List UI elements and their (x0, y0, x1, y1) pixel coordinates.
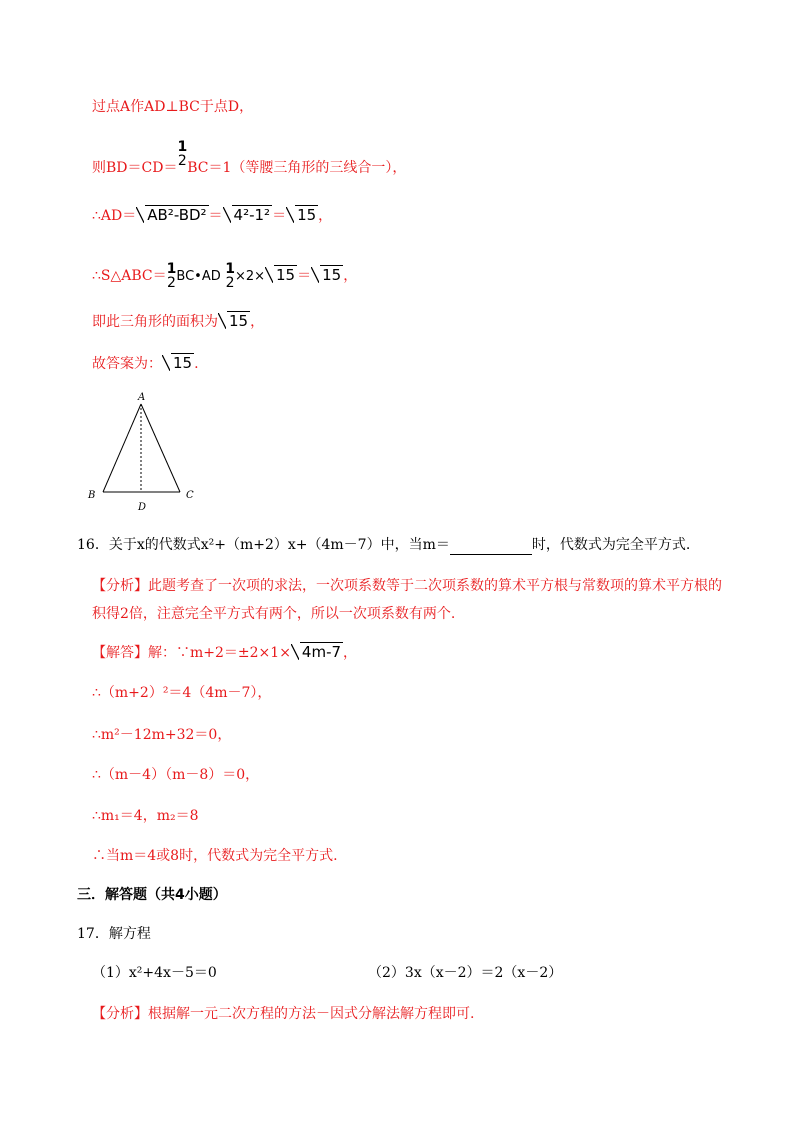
equals-sign: ＝ (297, 268, 312, 284)
radicand: 4²-1² (233, 206, 271, 224)
fraction-denominator: 2 (225, 275, 235, 291)
sqrt-4-1 (223, 205, 273, 225)
radicand: 15 (322, 266, 342, 284)
sol15-line3-pre: ∴AD＝ (92, 208, 137, 224)
q17-title: 17．解方程 (77, 926, 151, 942)
q16-answer (92, 642, 357, 663)
sqrt-15 (162, 353, 194, 373)
q16-analysis-line2: 积得2倍，注意完全平方式有两个，所以一次项系数有两个. (92, 606, 456, 622)
q16-answer-pre: 【解答】解：∵m+2＝±2×1× (92, 645, 291, 661)
fraction-numerator: 1 (225, 261, 235, 277)
q17-part1: （1）x²+4x－5＝0 (92, 965, 217, 981)
triangle-figure (82, 388, 202, 518)
sol15-line4 (92, 262, 357, 290)
times-two: ×2× (234, 269, 265, 284)
sol15-line5 (92, 311, 264, 332)
sol15-line6-pre: 故答案为： (92, 356, 162, 372)
label-a: A (138, 392, 146, 403)
sol15-line6 (92, 353, 199, 374)
fraction-denominator: 2 (167, 275, 176, 291)
punctuation: ， (343, 645, 358, 661)
q16-step5: ∴当m＝4或8时，代数式为完全平方式. (92, 848, 338, 864)
radicand: 15 (229, 312, 249, 330)
radicand: 4m-7 (301, 643, 342, 661)
fraction-one-half (177, 140, 187, 168)
punctuation: ， (343, 268, 358, 284)
q16-step4: ∴m₁＝4，m₂＝8 (92, 808, 199, 824)
sol15-line2 (92, 139, 407, 178)
equals-sign: ＝ (272, 208, 287, 224)
q16-step3: ∴（m－4）（m－8）＝0， (92, 767, 260, 783)
sqrt-15 (218, 311, 250, 331)
q16-step2: ∴m²－12m+32＝0， (92, 727, 232, 743)
label-b: B (88, 490, 96, 501)
sqrt-ab-bd (136, 205, 208, 225)
label-c: C (186, 490, 194, 501)
q16-step1: ∴（m+2）²＝4（4m－7）， (92, 685, 272, 701)
side-ab (103, 404, 141, 492)
equals-sign: ＝ (208, 208, 223, 224)
q16-question (77, 535, 690, 555)
label-d: D (138, 502, 147, 513)
fraction-numerator: 1 (166, 261, 177, 277)
q17-analysis: 【分析】根据解一元二次方程的方法－因式分解法解方程即可. (92, 1006, 475, 1022)
sol15-line2-pre: 则BD＝CD＝ (92, 160, 178, 176)
radicand: 15 (276, 266, 296, 284)
radicand: 15 (173, 354, 193, 372)
fraction-numerator: 1 (177, 139, 188, 155)
side-ac (141, 404, 180, 492)
q16-question-post: 时，代数式为完全平方式. (531, 537, 691, 553)
q17-part2: （2）3x（x－2）＝2（x－2） (368, 965, 563, 981)
punctuation: ， (318, 208, 333, 224)
fraction-one-half (167, 262, 177, 290)
sqrt-15 (265, 265, 297, 285)
punctuation: ， (250, 314, 265, 330)
q16-analysis-line1: 【分析】此题考查了一次项的求法，一次项系数等于二次项系数的算术平方根与常数项的算术平方根的 (92, 578, 722, 594)
radicand: AB²-BD² (147, 206, 207, 224)
bc-ad-product: BC•AD (176, 269, 221, 284)
sol15-line1: 过点A作AD⊥BC于点D， (92, 99, 254, 115)
sqrt-15 (286, 205, 318, 225)
fraction-denominator: 2 (177, 153, 187, 169)
sqrt-4m-7 (291, 642, 343, 662)
sol15-line2-post: BC＝1（等腰三角形的三线合一）， (187, 160, 407, 176)
sqrt-15 (311, 265, 343, 285)
radicand: 15 (297, 206, 317, 224)
punctuation: . (194, 356, 199, 372)
sol15-line3 (92, 205, 332, 226)
q16-question-pre: 16．关于x的代数式x²+（m+2）x+（4m－7）中，当m＝ (77, 537, 450, 553)
section-title: 三．解答题（共4小题） (77, 887, 227, 903)
answer-blank (450, 540, 532, 555)
sol15-line4-pre: ∴S△ABC＝ (92, 268, 167, 284)
fraction-one-half (225, 262, 235, 290)
sol15-line5-pre: 即此三角形的面积为 (92, 314, 218, 330)
